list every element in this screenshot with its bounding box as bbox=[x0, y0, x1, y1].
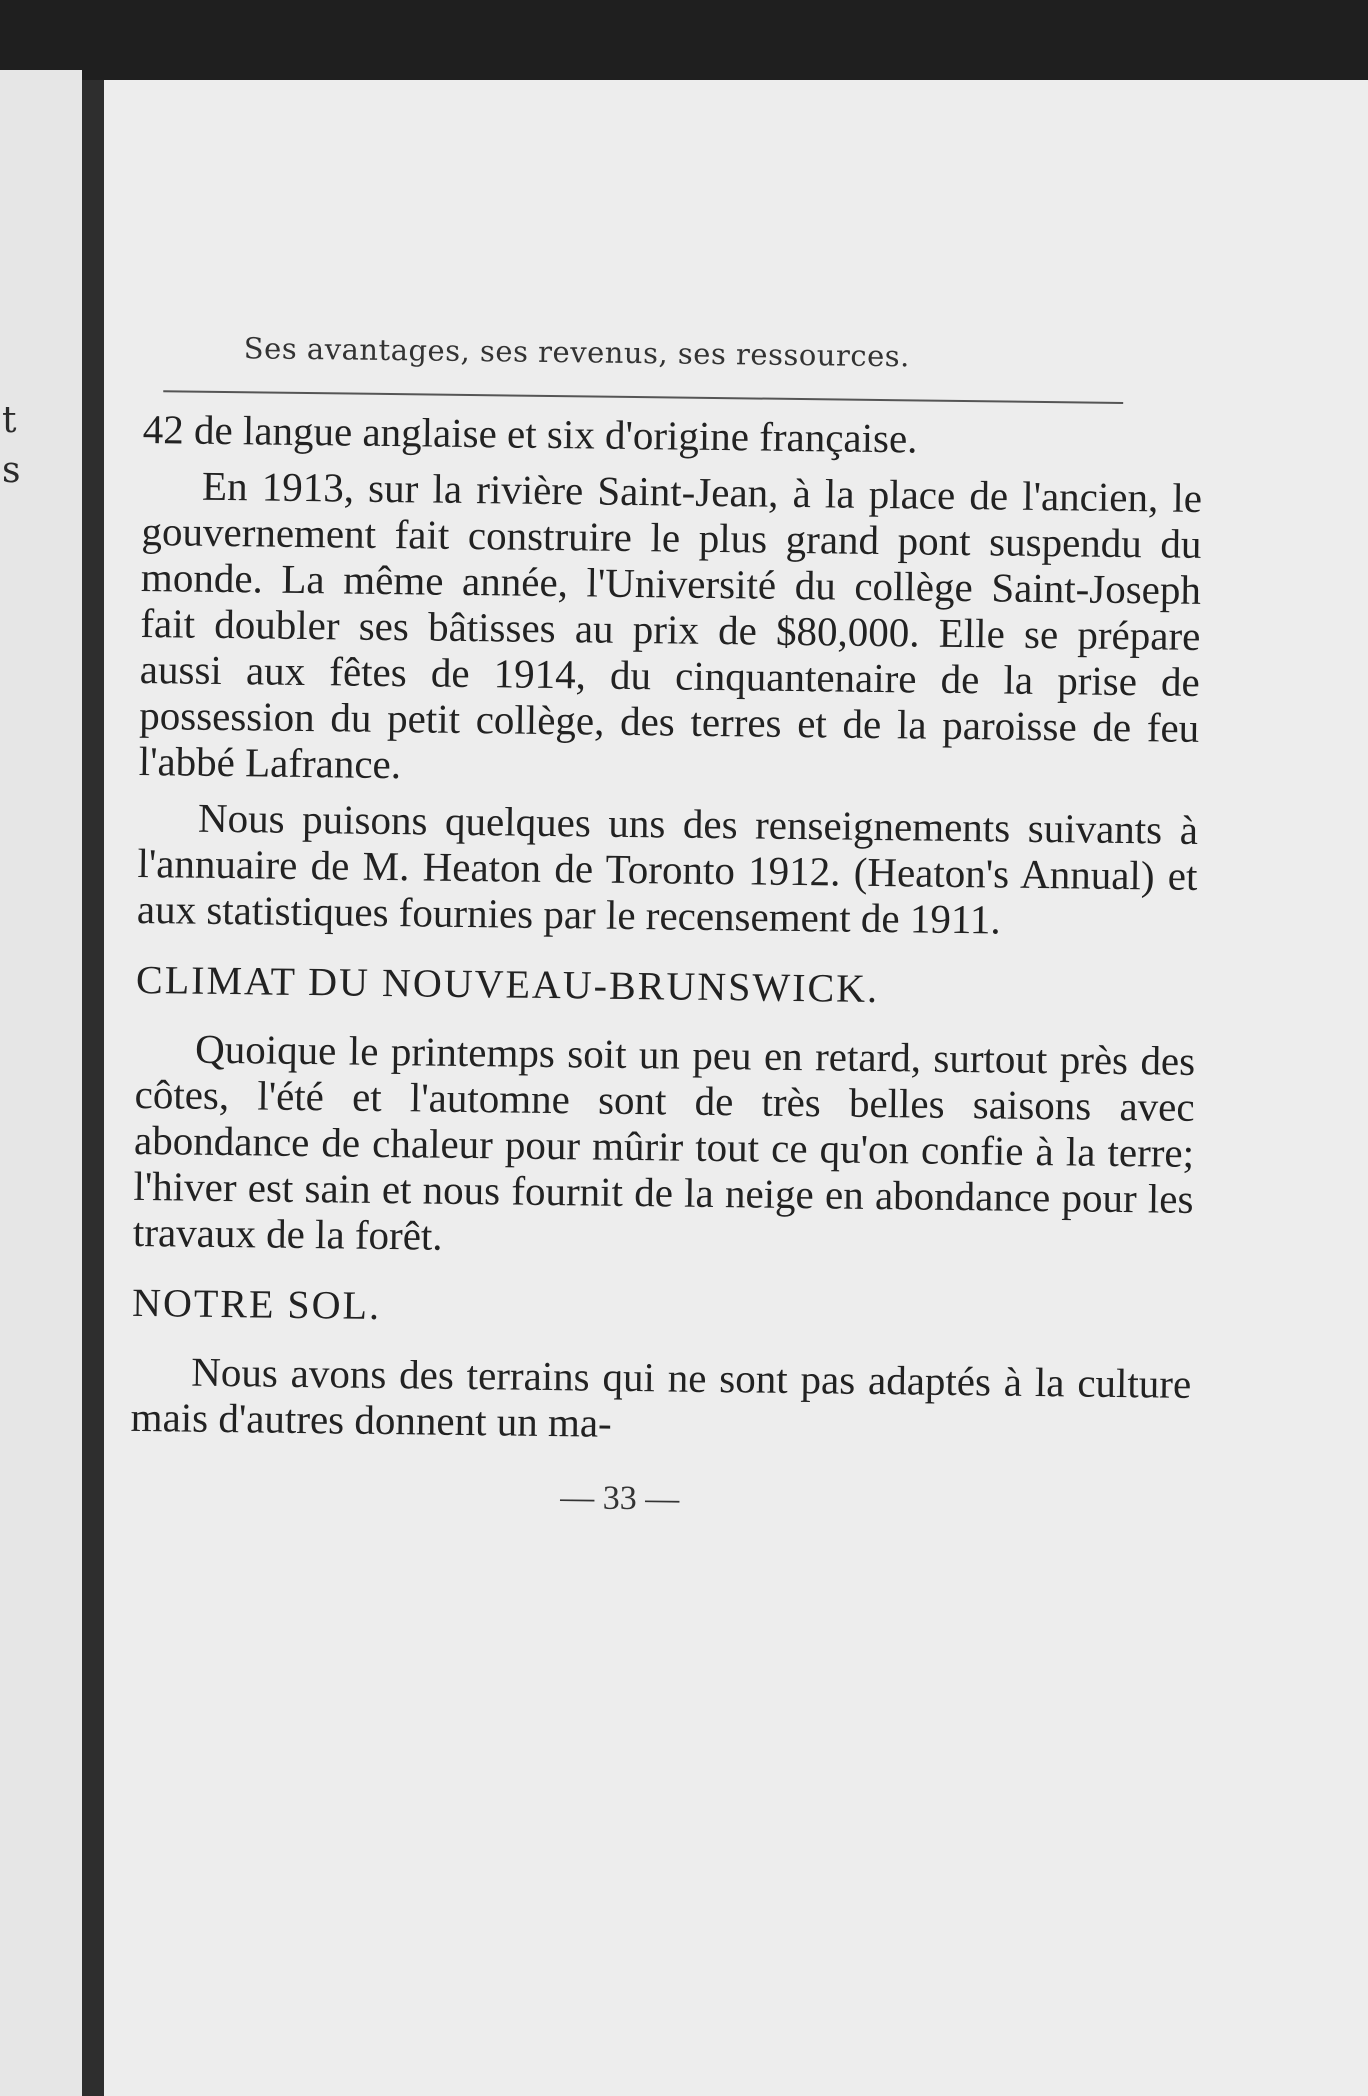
section-heading-climat: CLIMAT DU NOUVEAU-BRUNSWICK. bbox=[135, 956, 880, 1012]
paragraph: Nous avons des terrains qui ne sont pas adaptés à la culture mais d'autres donnent un ma- bbox=[130, 1348, 1192, 1446]
page-number: — 33 — bbox=[560, 1479, 680, 1518]
page-content bbox=[130, 330, 1204, 1525]
paragraph: Nous puisons quelques uns des renseignements suivants à l'annuaire de M. Heaton de Toronto 1912. (Heaton's Annual) et aux statistiques fournies par le recensement de 1911. bbox=[136, 794, 1199, 943]
section-heading-sol: NOTRE SOL. bbox=[131, 1279, 382, 1328]
header-rule bbox=[163, 390, 1123, 404]
paragraph: 42 de langue anglaise et six d'origine française. bbox=[142, 405, 918, 462]
book-gutter bbox=[82, 80, 104, 2096]
paragraph: En 1913, sur la rivière Saint-Jean, à la place de l'ancien, le gouvernement fait construire le plus grand pont suspendu du monde. La même année, l'Université du collège Saint-Joseph fait doubler ses bâtisses au prix de $80,000. Elle se prépare aussi aux fêtes de 1914, du cinquantenaire de la prise de possession du petit collège, des terres et de la paroisse de feu l'abbé Lafrance. bbox=[138, 462, 1203, 788]
previous-page-fragment: t bbox=[2, 400, 17, 441]
running-head: Ses avantages, ses revenus, ses ressources. bbox=[243, 331, 911, 374]
previous-page-edge bbox=[0, 70, 82, 2096]
book-page bbox=[104, 80, 1368, 2096]
paragraph: Quoique le printemps soit un peu en retard, surtout près des côtes, l'été et l'automne sont de très belles saisons avec abondance de chaleur pour mûrir tout ce qu'on confie à la terre; l'hiver est sain et nous fournit de la neige en abondance pour les travaux de la forêt. bbox=[132, 1025, 1196, 1259]
previous-page-fragment: s bbox=[2, 450, 21, 491]
